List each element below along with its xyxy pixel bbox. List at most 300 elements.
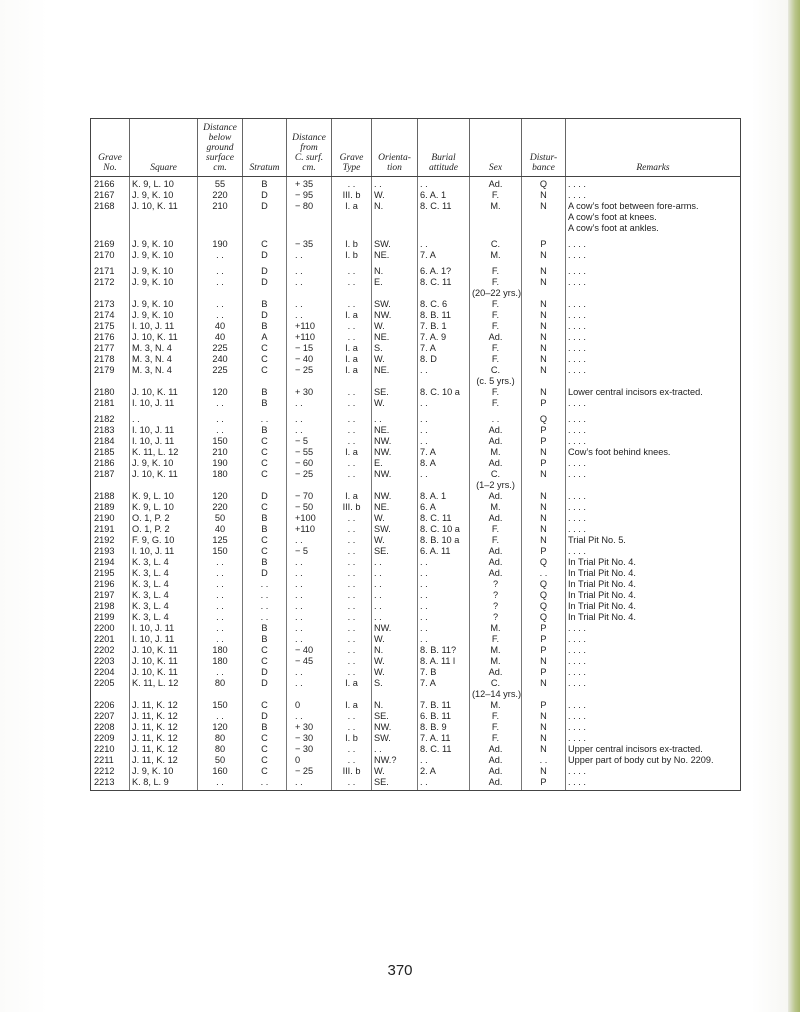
cell-distance-below: 120 (198, 491, 243, 502)
cell-burial-attitude: . . (418, 365, 470, 387)
cell-stratum: B (243, 321, 287, 332)
cell-distance-from: − 35 (287, 239, 332, 250)
cell-orientation: NW. (372, 310, 418, 321)
cell-distance-below: . . (198, 667, 243, 678)
cell-grave-type: . . (332, 321, 372, 332)
cell-distance-from: − 40 (287, 354, 332, 365)
cell-grave-number: 2212 (91, 766, 130, 777)
cell-orientation: . . (372, 414, 418, 425)
cell-orientation: SW. (372, 733, 418, 744)
cell-burial-attitude: 7. A (418, 678, 470, 700)
cell-orientation: S. (372, 678, 418, 700)
cell-sex: F. (470, 343, 522, 354)
cell-square: J. 11, K. 12 (130, 711, 198, 722)
cell-grave-number: 2184 (91, 436, 130, 447)
cell-orientation: NE. (372, 332, 418, 343)
cell-orientation: . . (372, 579, 418, 590)
header-sex: Sex (470, 119, 522, 177)
cell-square: I. 10, J. 11 (130, 436, 198, 447)
cell-remarks: In Trial Pit No. 4. (566, 557, 741, 568)
cell-orientation: W. (372, 535, 418, 546)
cell-grave-type: . . (332, 524, 372, 535)
cell-distance-below: 190 (198, 239, 243, 250)
cell-sex: F. (20–22 yrs.) (470, 277, 522, 299)
burial-table (90, 118, 741, 791)
cell-sex: Ad. (470, 177, 522, 191)
cell-orientation: E. (372, 458, 418, 469)
table-row (91, 458, 741, 469)
cell-stratum: A (243, 332, 287, 343)
cell-grave-type: I. a (332, 678, 372, 700)
cell-burial-attitude: 8. C. 11 (418, 277, 470, 299)
cell-grave-type: . . (332, 744, 372, 755)
cell-square: I. 10, J. 11 (130, 634, 198, 645)
cell-stratum: C (243, 447, 287, 458)
cell-orientation: W. (372, 321, 418, 332)
header-disturbance: Distur- bance (522, 119, 566, 177)
cell-sex: M. (470, 700, 522, 711)
cell-grave-type: . . (332, 656, 372, 667)
cell-distance-below: 55 (198, 177, 243, 191)
cell-distance-below: . . (198, 310, 243, 321)
cell-disturbance: N (522, 365, 566, 387)
cell-sex: M. (470, 645, 522, 656)
cell-grave-number: 2201 (91, 634, 130, 645)
cell-grave-type: . . (332, 722, 372, 733)
cell-square: J. 9, K. 10 (130, 458, 198, 469)
table-row (91, 343, 741, 354)
table-row (91, 766, 741, 777)
cell-square: J. 9, K. 10 (130, 190, 198, 201)
cell-disturbance: N (522, 744, 566, 755)
cell-grave-number: 2196 (91, 579, 130, 590)
cell-distance-from: . . (287, 277, 332, 299)
cell-remarks: . . . . (566, 321, 741, 332)
cell-distance-below: . . (198, 266, 243, 277)
cell-sex: F. (470, 321, 522, 332)
cell-orientation: SW. (372, 239, 418, 250)
table-row (91, 201, 741, 239)
cell-distance-from: . . (287, 612, 332, 623)
cell-grave-number: 2182 (91, 414, 130, 425)
table-row (91, 177, 741, 191)
cell-distance-below: . . (198, 568, 243, 579)
cell-sex: M. (470, 201, 522, 239)
table-row (91, 398, 741, 414)
cell-sex: . . (470, 414, 522, 425)
cell-disturbance: N (522, 766, 566, 777)
cell-burial-attitude: 8. B. 11? (418, 645, 470, 656)
cell-disturbance: P (522, 546, 566, 557)
cell-grave-type: I. a (332, 343, 372, 354)
cell-burial-attitude: 2. A (418, 766, 470, 777)
cell-grave-type: . . (332, 777, 372, 791)
header-burial-attitude: Burial attitude (418, 119, 470, 177)
cell-stratum: D (243, 266, 287, 277)
cell-square: F. 9, G. 10 (130, 535, 198, 546)
cell-square: J. 9, K. 10 (130, 310, 198, 321)
cell-grave-number: 2167 (91, 190, 130, 201)
cell-disturbance: P (522, 436, 566, 447)
cell-grave-number: 2193 (91, 546, 130, 557)
cell-disturbance: N (522, 266, 566, 277)
cell-stratum: . . (243, 777, 287, 791)
cell-remarks: . . . . (566, 469, 741, 491)
cell-distance-from: . . (287, 711, 332, 722)
cell-square: K. 8, L. 9 (130, 777, 198, 791)
cell-grave-number: 2206 (91, 700, 130, 711)
cell-grave-number: 2175 (91, 321, 130, 332)
cell-square: J. 9, K. 10 (130, 277, 198, 299)
cell-disturbance: P (522, 634, 566, 645)
cell-square: J. 10, K. 11 (130, 656, 198, 667)
cell-grave-type: I. b (332, 239, 372, 250)
cell-burial-attitude: 8. B. 9 (418, 722, 470, 733)
table-row (91, 250, 741, 266)
cell-burial-attitude: . . (418, 557, 470, 568)
cell-grave-number: 2179 (91, 365, 130, 387)
cell-distance-below: . . (198, 612, 243, 623)
cell-remarks: . . . . (566, 491, 741, 502)
cell-orientation: NE. (372, 250, 418, 266)
cell-sex: Ad. (470, 667, 522, 678)
cell-burial-attitude: 7. A. 9 (418, 332, 470, 343)
cell-sex: Ad. (470, 568, 522, 579)
cell-grave-type: . . (332, 634, 372, 645)
cell-sex: F. (470, 310, 522, 321)
cell-grave-type: . . (332, 332, 372, 343)
cell-sex: F. (470, 398, 522, 414)
cell-remarks: . . . . (566, 645, 741, 656)
cell-orientation: SW. (372, 299, 418, 310)
cell-stratum: B (243, 425, 287, 436)
cell-remarks: . . . . (566, 239, 741, 250)
cell-remarks: . . . . (566, 414, 741, 425)
cell-distance-from: − 50 (287, 502, 332, 513)
cell-stratum: B (243, 557, 287, 568)
cell-grave-number: 2166 (91, 177, 130, 191)
cell-grave-number: 2171 (91, 266, 130, 277)
cell-stratum: D (243, 491, 287, 502)
cell-burial-attitude: . . (418, 601, 470, 612)
cell-sex: F. (470, 711, 522, 722)
cell-distance-below: . . (198, 425, 243, 436)
cell-remarks: . . . . (566, 458, 741, 469)
cell-grave-number: 2208 (91, 722, 130, 733)
table-row (91, 365, 741, 387)
cell-orientation: SE. (372, 546, 418, 557)
cell-burial-attitude: 8. C. 11 (418, 513, 470, 524)
cell-grave-type: . . (332, 299, 372, 310)
cell-distance-from: . . (287, 310, 332, 321)
cell-remarks: . . . . (566, 667, 741, 678)
cell-orientation: SE. (372, 777, 418, 791)
cell-sex: Ad. (470, 425, 522, 436)
cell-orientation: NW. (372, 436, 418, 447)
cell-disturbance: N (522, 332, 566, 343)
cell-remarks: . . . . (566, 354, 741, 365)
cell-remarks: . . . . (566, 777, 741, 791)
cell-burial-attitude: 8. A. 11 l (418, 656, 470, 667)
cell-grave-type: . . (332, 398, 372, 414)
cell-square: K. 11, L. 12 (130, 678, 198, 700)
cell-stratum: C (243, 656, 287, 667)
cell-remarks: . . . . (566, 524, 741, 535)
cell-disturbance: P (522, 623, 566, 634)
cell-distance-from: − 5 (287, 546, 332, 557)
cell-square: J. 11, K. 12 (130, 722, 198, 733)
table-row (91, 354, 741, 365)
cell-square: K. 3, L. 4 (130, 601, 198, 612)
cell-remarks: . . . . (566, 425, 741, 436)
cell-orientation: NW.? (372, 755, 418, 766)
cell-square: K. 3, L. 4 (130, 568, 198, 579)
cell-distance-below: . . (198, 601, 243, 612)
cell-grave-type: I. a (332, 447, 372, 458)
cell-distance-from: − 30 (287, 733, 332, 744)
cell-orientation: . . (372, 177, 418, 191)
cell-grave-number: 2187 (91, 469, 130, 491)
cell-distance-from: − 70 (287, 491, 332, 502)
cell-disturbance: Q (522, 557, 566, 568)
table-row (91, 590, 741, 601)
cell-distance-from: − 40 (287, 645, 332, 656)
cell-stratum: . . (243, 590, 287, 601)
cell-grave-type: . . (332, 579, 372, 590)
cell-remarks: . . . . (566, 343, 741, 354)
cell-burial-attitude: . . (418, 177, 470, 191)
cell-orientation: . . (372, 744, 418, 755)
cell-square: J. 10, K. 11 (130, 387, 198, 398)
table-row (91, 744, 741, 755)
cell-distance-from: 0 (287, 700, 332, 711)
cell-square: J. 11, K. 12 (130, 744, 198, 755)
cell-distance-from: . . (287, 425, 332, 436)
cell-sex: Ad. (470, 777, 522, 791)
cell-square: K. 3, L. 4 (130, 557, 198, 568)
cell-square: J. 10, K. 11 (130, 645, 198, 656)
cell-remarks: . . . . (566, 365, 741, 387)
cell-distance-from: − 25 (287, 469, 332, 491)
cell-orientation: N. (372, 266, 418, 277)
cell-stratum: C (243, 535, 287, 546)
cell-burial-attitude: 7. B (418, 667, 470, 678)
cell-remarks: . . . . (566, 766, 741, 777)
cell-distance-below: 180 (198, 469, 243, 491)
cell-square: K. 3, L. 4 (130, 579, 198, 590)
cell-burial-attitude: 7. B. 1 (418, 321, 470, 332)
table-row (91, 436, 741, 447)
cell-grave-number: 2207 (91, 711, 130, 722)
table-row (91, 645, 741, 656)
cell-disturbance: Q (522, 612, 566, 623)
cell-stratum: B (243, 634, 287, 645)
table-row (91, 601, 741, 612)
cell-distance-below: . . (198, 250, 243, 266)
cell-sex: Ad. (470, 458, 522, 469)
cell-stratum: C (243, 733, 287, 744)
cell-remarks: . . . . (566, 513, 741, 524)
cell-grave-type: . . (332, 645, 372, 656)
cell-distance-from: − 15 (287, 343, 332, 354)
cell-stratum: . . (243, 612, 287, 623)
cell-grave-number: 2209 (91, 733, 130, 744)
cell-burial-attitude: 6. A (418, 502, 470, 513)
cell-square: J. 9, K. 10 (130, 239, 198, 250)
cell-distance-from: . . (287, 667, 332, 678)
cell-stratum: . . (243, 579, 287, 590)
cell-disturbance: P (522, 777, 566, 791)
table-row (91, 524, 741, 535)
cell-burial-attitude: 8. C. 6 (418, 299, 470, 310)
table-row (91, 266, 741, 277)
cell-distance-from: . . (287, 568, 332, 579)
cell-stratum: C (243, 469, 287, 491)
table-row (91, 321, 741, 332)
cell-distance-from: . . (287, 266, 332, 277)
cell-disturbance: N (522, 524, 566, 535)
cell-remarks: . . . . (566, 398, 741, 414)
table-row (91, 568, 741, 579)
cell-sex: F. (470, 535, 522, 546)
table-row (91, 557, 741, 568)
cell-grave-number: 2176 (91, 332, 130, 343)
cell-orientation: NE. (372, 502, 418, 513)
cell-grave-number: 2169 (91, 239, 130, 250)
cell-distance-below: . . (198, 634, 243, 645)
cell-grave-number: 2203 (91, 656, 130, 667)
cell-sex: M. (470, 656, 522, 667)
cell-orientation: NE. (372, 425, 418, 436)
cell-distance-below: . . (198, 623, 243, 634)
cell-disturbance: Q (522, 414, 566, 425)
cell-grave-number: 2199 (91, 612, 130, 623)
cell-orientation: W. (372, 513, 418, 524)
cell-grave-number: 2170 (91, 250, 130, 266)
cell-orientation: NW. (372, 722, 418, 733)
cell-remarks: . . . . (566, 733, 741, 744)
cell-remarks: . . . . (566, 310, 741, 321)
table-row (91, 332, 741, 343)
cell-grave-number: 2202 (91, 645, 130, 656)
cell-remarks: In Trial Pit No. 4. (566, 579, 741, 590)
table-row (91, 711, 741, 722)
cell-burial-attitude: . . (418, 777, 470, 791)
cell-square: J. 10, K. 11 (130, 201, 198, 239)
cell-disturbance: N (522, 502, 566, 513)
cell-orientation: W. (372, 766, 418, 777)
cell-grave-number: 2195 (91, 568, 130, 579)
cell-square: J. 11, K. 12 (130, 700, 198, 711)
cell-orientation: NW. (372, 491, 418, 502)
cell-distance-below: 240 (198, 354, 243, 365)
cell-disturbance: N (522, 201, 566, 239)
header-grave-type: Grave Type (332, 119, 372, 177)
cell-distance-below: . . (198, 777, 243, 791)
cell-distance-below: 80 (198, 678, 243, 700)
cell-grave-number: 2174 (91, 310, 130, 321)
cell-stratum: B (243, 299, 287, 310)
cell-grave-type: . . (332, 612, 372, 623)
cell-sex: ? (470, 612, 522, 623)
cell-stratum: D (243, 667, 287, 678)
cell-square: J. 10, K. 11 (130, 332, 198, 343)
cell-grave-type: . . (332, 755, 372, 766)
cell-burial-attitude: . . (418, 579, 470, 590)
cell-burial-attitude: . . (418, 398, 470, 414)
cell-grave-type: . . (332, 601, 372, 612)
table-row (91, 623, 741, 634)
cell-burial-attitude: . . (418, 436, 470, 447)
cell-grave-type: . . (332, 513, 372, 524)
page-edge (788, 0, 800, 1012)
cell-disturbance: N (522, 387, 566, 398)
cell-sex: F. (470, 354, 522, 365)
cell-distance-below: . . (198, 398, 243, 414)
cell-grave-type: I. b (332, 250, 372, 266)
cell-disturbance: N (522, 722, 566, 733)
cell-distance-below: 50 (198, 513, 243, 524)
cell-sex: M. (470, 250, 522, 266)
cell-remarks: . . . . (566, 190, 741, 201)
cell-square: K. 9, L. 10 (130, 502, 198, 513)
cell-remarks: Upper central incisors ex-tracted. (566, 744, 741, 755)
cell-grave-number: 2191 (91, 524, 130, 535)
cell-distance-below: 220 (198, 190, 243, 201)
cell-distance-below: 180 (198, 645, 243, 656)
cell-stratum: B (243, 513, 287, 524)
cell-sex: Ad. (470, 755, 522, 766)
table-row (91, 469, 741, 491)
cell-orientation: . . (372, 557, 418, 568)
table-row (91, 579, 741, 590)
cell-distance-below: 120 (198, 387, 243, 398)
cell-disturbance: N (522, 513, 566, 524)
cell-burial-attitude: 8. A. 1 (418, 491, 470, 502)
cell-distance-from: . . (287, 299, 332, 310)
header-orientation: Orienta- tion (372, 119, 418, 177)
table-row (91, 414, 741, 425)
cell-sex: M. (470, 623, 522, 634)
cell-distance-below: . . (198, 711, 243, 722)
cell-distance-below: . . (198, 557, 243, 568)
cell-disturbance: N (522, 343, 566, 354)
cell-burial-attitude: 8. C. 10 a (418, 387, 470, 398)
cell-disturbance: N (522, 447, 566, 458)
table-row (91, 722, 741, 733)
cell-grave-type: . . (332, 711, 372, 722)
header-row (91, 119, 741, 177)
cell-grave-type: I. a (332, 365, 372, 387)
cell-burial-attitude: 8. D (418, 354, 470, 365)
cell-remarks: In Trial Pit No. 4. (566, 590, 741, 601)
cell-grave-type: III. b (332, 190, 372, 201)
cell-stratum: B (243, 387, 287, 398)
table-row (91, 190, 741, 201)
cell-remarks: In Trial Pit No. 4. (566, 568, 741, 579)
cell-remarks: A cow’s foot between fore-arms. A cow’s foot at knees. A cow’s foot at ankles. (566, 201, 741, 239)
cell-distance-below: 190 (198, 458, 243, 469)
cell-burial-attitude: . . (418, 623, 470, 634)
cell-distance-from: − 60 (287, 458, 332, 469)
cell-sex: F. (470, 733, 522, 744)
cell-burial-attitude: 6. A. 1? (418, 266, 470, 277)
cell-grave-number: 2178 (91, 354, 130, 365)
table-row (91, 387, 741, 398)
cell-stratum: B (243, 722, 287, 733)
cell-orientation: W. (372, 190, 418, 201)
table-row (91, 491, 741, 502)
